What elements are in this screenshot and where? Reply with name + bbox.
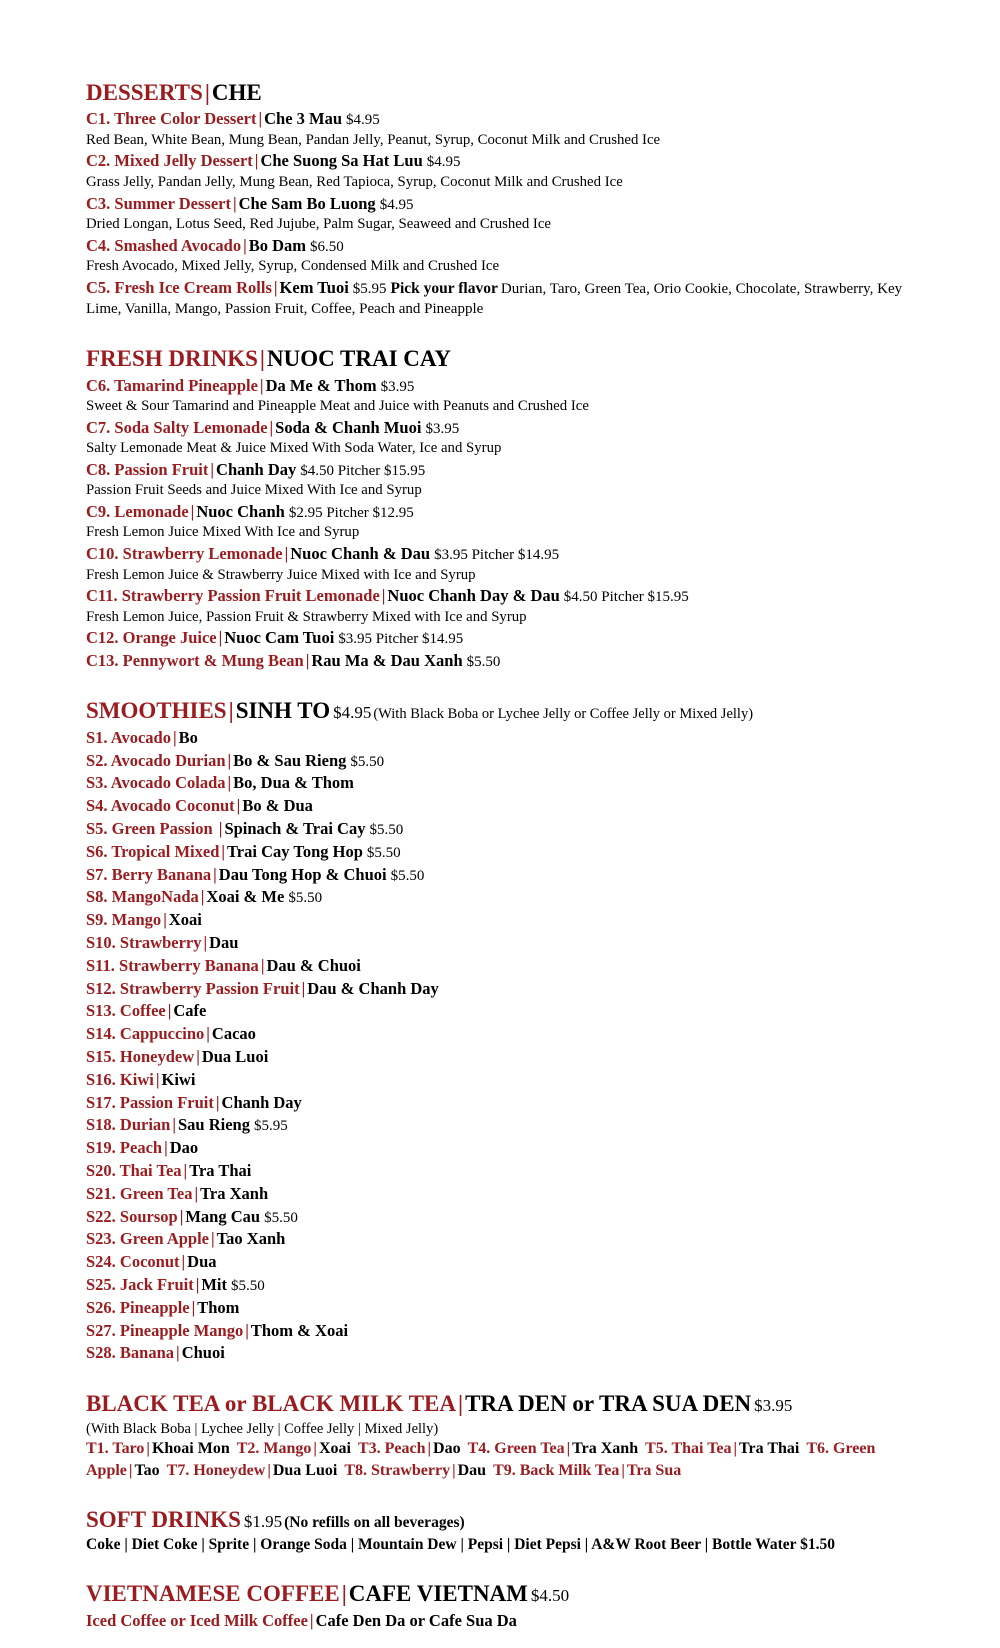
tea-item-name-english[interactable]: T8. Strawberry	[344, 1461, 451, 1479]
item-separator: |	[211, 1229, 215, 1249]
section-heading-black-tea	[86, 1391, 914, 1417]
menu-item[interactable]	[86, 1137, 914, 1160]
item-name-english: S1. Avocado	[86, 727, 171, 747]
item-separator: |	[227, 750, 232, 770]
item-separator: |	[284, 543, 289, 563]
menu-item[interactable]	[86, 1342, 914, 1365]
section-heading-vietnamese-coffee	[86, 1581, 914, 1607]
item-name-vietnamese: Dau Tong Hop & Chuoi	[218, 864, 387, 884]
item-separator: |	[221, 841, 226, 861]
item-description: Passion Fruit Seeds and Juice Mixed With Ice and Syrup	[86, 482, 422, 499]
tea-item-separator: |	[566, 1440, 571, 1458]
item-price: $5.50	[369, 822, 404, 838]
menu-item[interactable]	[86, 978, 914, 1001]
item-separator: |	[172, 727, 177, 747]
item-separator: |	[155, 1069, 160, 1089]
item-name-vietnamese: Dao	[169, 1138, 199, 1158]
item-name-vietnamese: Soda & Chanh Muoi	[275, 417, 422, 437]
section-heading-separator: |	[228, 698, 234, 724]
item-name-vietnamese: Dau	[209, 932, 239, 952]
smoothie-list	[86, 727, 914, 1365]
section-heading-separator: |	[259, 346, 265, 372]
section-fresh-drinks	[86, 346, 914, 672]
section-heading-separator: |	[341, 1581, 347, 1607]
item-name-vietnamese: Tao Xanh	[216, 1229, 286, 1249]
item-description: Fresh Avocado, Mixed Jelly, Syrup, Condensed Milk and Crushed Ice	[86, 258, 500, 275]
item-price: $5.50	[350, 753, 385, 770]
tea-item-name-vietnamese: Tra Sua	[626, 1461, 682, 1479]
item-price: $6.50	[310, 238, 344, 255]
menu-item[interactable]	[86, 1251, 914, 1274]
item-name-vietnamese: Thom	[197, 1297, 240, 1317]
section-heading-english: FRESH DRINKS	[86, 346, 258, 372]
section-spacer	[86, 1365, 914, 1391]
menu-item[interactable]	[86, 727, 914, 750]
item-name-english: S25. Jack Fruit	[86, 1274, 194, 1294]
item-separator: |	[236, 796, 241, 816]
section-spacer	[86, 672, 914, 698]
item-separator: |	[305, 650, 310, 670]
item-price: $4.50 Pitcher $15.95	[300, 462, 426, 479]
item-price: $3.95 Pitcher $14.95	[338, 630, 464, 647]
item-name-vietnamese: Sau Rieng	[178, 1115, 250, 1135]
menu-item[interactable]	[86, 772, 914, 795]
tea-item-separator: |	[621, 1461, 625, 1479]
menu-item[interactable]	[86, 1610, 914, 1633]
section-spacer	[86, 1555, 914, 1581]
item-separator: |	[167, 1001, 172, 1021]
item-description: Fresh Lemon Juice & Strawberry Juice Mixed with Ice and Syrup	[86, 566, 476, 583]
section-heading-separator: |	[458, 1391, 464, 1417]
menu-item[interactable]	[86, 1023, 914, 1046]
item-name-english: C3. Summer Dessert	[86, 193, 231, 213]
item-price: $5.50	[288, 890, 323, 907]
item-name-english: S9. Mango	[86, 910, 162, 930]
item-separator: |	[273, 277, 278, 297]
item-price: $5.50	[466, 653, 501, 670]
item-name-vietnamese: Che Sam Bo Luong	[238, 193, 376, 213]
menu-item[interactable]	[86, 1069, 914, 1092]
item-separator: |	[203, 932, 208, 952]
item-flavor-list: Durian, Taro, Green Tea, Orio Cookie, Chocolate, Strawberry, Key Lime, Vanilla, Mango, Passion Fruit, Coffee, Peach and Pineapple	[86, 280, 903, 318]
section-smoothies	[86, 698, 914, 1365]
menu-item[interactable]	[86, 1046, 914, 1069]
item-name-vietnamese: Cafe Den Da or Cafe Sua Da	[315, 1610, 517, 1630]
item-separator: |	[176, 1343, 180, 1363]
item-name-english: C13. Pennywort & Mung Bean	[86, 650, 304, 670]
tea-item-name-vietnamese: Tra Thai	[739, 1440, 800, 1458]
item-name-english: S28. Banana	[86, 1343, 175, 1363]
item-name-vietnamese: Nuoc Chanh & Dau	[290, 543, 431, 563]
item-name-vietnamese: Nuoc Chanh Day & Dau	[387, 585, 560, 605]
section-price: $4.50	[530, 1586, 570, 1606]
item-name-english: S3. Avocado Colada	[86, 773, 226, 793]
menu-item[interactable]	[86, 955, 914, 978]
item-description: Dried Longan, Lotus Seed, Red Jujube, Palm Sugar, Seaweed and Crushed Ice	[86, 216, 551, 233]
item-price: $3.95	[425, 420, 460, 437]
section-heading-english: VIETNAMESE COFFEE	[86, 1581, 340, 1607]
section-heading-separator: |	[204, 80, 210, 105]
item-name-english: C9. Lemonade	[86, 501, 189, 521]
item-name-vietnamese: Bo & Sau Rieng	[233, 750, 347, 770]
item-name-english: C1. Three Color Dessert	[86, 109, 257, 129]
soft-drink-list: Coke | Diet Coke | Sprite | Orange Soda | Mountain Dew | Pepsi | Diet Pepsi | A&W Root Beer | Bottle Water $1.50	[86, 1536, 836, 1554]
item-name-english: S6. Tropical Mixed	[86, 841, 220, 861]
section-soft-drinks	[86, 1507, 914, 1556]
menu-item[interactable]	[86, 277, 914, 321]
item-name-english: S20. Thai Tea	[86, 1160, 182, 1180]
item-separator: |	[179, 1206, 184, 1226]
item-separator: |	[196, 1046, 200, 1066]
item-name-english: S2. Avocado Durian	[86, 750, 226, 770]
item-name-english: S21. Green Tea	[86, 1183, 193, 1203]
menu-item[interactable]	[86, 1297, 914, 1320]
item-name-vietnamese: Dua	[187, 1252, 217, 1272]
item-name-english: C10. Strawberry Lemonade	[86, 543, 283, 563]
item-name-english: S7. Berry Banana	[86, 864, 212, 884]
item-separator: |	[215, 1092, 220, 1112]
menu-item[interactable]	[86, 375, 914, 398]
item-separator: |	[183, 1160, 188, 1180]
item-name-english: S27. Pineapple Mango	[86, 1320, 244, 1340]
item-separator: |	[243, 235, 247, 255]
item-name-english: Iced Coffee or Iced Milk Coffee	[86, 1610, 308, 1630]
item-name-english: S4. Avocado Coconut	[86, 796, 235, 816]
tea-item-name-vietnamese: Tao	[134, 1461, 160, 1479]
item-separator: |	[218, 819, 223, 838]
item-name-vietnamese: Trai Cay Tong Hop	[227, 841, 363, 861]
menu-item[interactable]	[86, 650, 914, 673]
menu-item[interactable]	[86, 1320, 914, 1343]
tea-item-separator: |	[733, 1440, 738, 1458]
item-name-vietnamese: Nuoc Chanh	[196, 501, 285, 521]
section-heading-vietnamese: TRA DEN or TRA SUA DEN	[465, 1391, 752, 1417]
item-price: $5.50	[231, 1277, 265, 1294]
item-name-english: S10. Strawberry	[86, 932, 202, 952]
menu-item[interactable]	[86, 750, 914, 773]
item-name-vietnamese: Da Me & Thom	[265, 375, 377, 395]
section-heading-vietnamese: SINH TO	[235, 698, 331, 724]
item-name-vietnamese: Chanh Day	[216, 459, 297, 479]
tea-item-name-vietnamese: Dao	[433, 1440, 461, 1458]
item-price: $4.95	[379, 196, 414, 213]
item-separator: |	[258, 109, 263, 129]
section-note: (No refills on all beverages)	[284, 1513, 465, 1531]
item-name-english: C11. Strawberry Passion Fruit Lemonade	[86, 585, 380, 605]
section-heading-english: SMOOTHIES	[86, 698, 227, 724]
item-name-vietnamese: Chanh Day	[221, 1092, 302, 1112]
item-description: Grass Jelly, Pandan Jelly, Mung Bean, Red Tapioca, Syrup, Coconut Milk and Crushed Ice	[86, 174, 623, 191]
menu-item[interactable]	[86, 1183, 914, 1206]
item-separator: |	[195, 1274, 200, 1294]
item-name-vietnamese: Nuoc Cam Tuoi	[224, 627, 335, 647]
section-spacer	[86, 1481, 914, 1507]
section-heading-vietnamese: CAFE VIETNAM	[348, 1581, 528, 1607]
item-separator: |	[164, 1138, 168, 1158]
section-desserts	[86, 80, 914, 320]
item-price: $4.50 Pitcher $15.95	[563, 588, 689, 605]
item-name-vietnamese: Tra Thai	[189, 1160, 252, 1180]
item-name-vietnamese: Bo & Dua	[242, 796, 313, 816]
item-description: Red Bean, White Bean, Mung Bean, Pandan Jelly, Peanut, Syrup, Coconut Milk and Crushed Ice	[86, 132, 661, 149]
item-separator: |	[213, 864, 217, 884]
item-price: $3.95 Pitcher $14.95	[434, 546, 560, 563]
item-name-english: S14. Cappuccino	[86, 1024, 205, 1044]
item-name-vietnamese: Mang Cau	[185, 1206, 261, 1226]
item-name-vietnamese: Rau Ma & Dau Xanh	[311, 650, 463, 670]
item-price: $2.95 Pitcher $12.95	[288, 504, 414, 521]
item-separator: |	[269, 417, 274, 437]
item-price: $4.95	[346, 112, 380, 129]
item-name-vietnamese: Mit	[201, 1274, 228, 1294]
item-separator: |	[218, 627, 223, 647]
menu-item[interactable]	[86, 1160, 914, 1183]
item-separator: |	[309, 1610, 314, 1630]
menu-item[interactable]	[86, 585, 914, 608]
item-name-vietnamese: Che 3 Mau	[264, 109, 343, 129]
tea-item-separator: |	[146, 1440, 150, 1458]
section-price: $4.95	[333, 703, 372, 723]
menu-item[interactable]	[86, 108, 914, 131]
item-name-english: S8. MangoNada	[86, 887, 199, 907]
item-name-english: S18. Durian	[86, 1115, 171, 1135]
item-name-vietnamese: Xoai & Me	[206, 887, 285, 907]
tea-item-name-english[interactable]: T5. Thai Tea	[645, 1440, 732, 1458]
tea-item-name-vietnamese: Dua Luoi	[272, 1461, 338, 1479]
tea-item-separator: |	[427, 1440, 432, 1458]
item-price: $5.95	[352, 280, 387, 297]
item-separator: |	[232, 193, 237, 213]
item-name-english: C4. Smashed Avocado	[86, 235, 242, 255]
item-name-vietnamese: Bo	[178, 727, 198, 747]
item-name-english: C6. Tamarind Pineapple	[86, 375, 258, 395]
item-name-english: S26. Pineapple	[86, 1297, 190, 1317]
item-name-english: S24. Coconut	[86, 1252, 180, 1272]
item-name-english: C12. Orange Juice	[86, 627, 217, 647]
item-separator: |	[172, 1115, 176, 1135]
item-separator: |	[206, 1024, 210, 1044]
section-heading-english: SOFT DRINKS	[86, 1506, 241, 1532]
item-separator: |	[200, 887, 205, 907]
item-name-english: C2. Mixed Jelly Dessert	[86, 151, 253, 171]
item-name-vietnamese: Dau & Chanh Day	[307, 978, 439, 998]
item-price: $5.50	[366, 844, 401, 861]
item-name-english: S13. Coffee	[86, 1001, 166, 1021]
menu-item[interactable]	[86, 886, 914, 909]
menu-item[interactable]	[86, 543, 914, 566]
item-name-vietnamese: Xoai	[168, 910, 202, 930]
item-name-vietnamese: Dua Luoi	[201, 1046, 269, 1066]
tea-item-name-english[interactable]: T6. Green Apple	[86, 1440, 876, 1479]
item-description: Salty Lemonade Meat & Juice Mixed With Soda Water, Ice and Syrup	[86, 440, 502, 457]
item-name-english: S12. Strawberry Passion Fruit	[86, 978, 300, 998]
item-flavor-label: Pick your flavor	[390, 279, 498, 297]
menu-item[interactable]	[86, 1092, 914, 1115]
tea-item-name-english[interactable]: T9. Back Milk Tea	[493, 1461, 620, 1479]
section-heading-vietnamese: CHE	[211, 80, 262, 105]
item-name-vietnamese: Chuoi	[181, 1343, 225, 1363]
item-name-vietnamese: Bo Dam	[248, 235, 307, 255]
item-separator: |	[245, 1320, 249, 1340]
item-name-vietnamese: Spinach & Trai Cay	[224, 819, 366, 838]
tea-item-separator: |	[313, 1440, 317, 1458]
tea-item-separator: |	[267, 1461, 271, 1479]
item-price: $3.95	[380, 378, 415, 395]
item-separator: |	[210, 459, 215, 479]
menu-item[interactable]	[86, 1206, 914, 1229]
section-heading-vietnamese: NUOC TRAI CAY	[266, 346, 452, 372]
tea-item-separator: |	[452, 1461, 456, 1479]
menu-item[interactable]	[86, 150, 914, 173]
menu-item[interactable]	[86, 818, 914, 841]
menu-item[interactable]	[86, 235, 914, 258]
menu-item[interactable]	[86, 909, 914, 932]
item-separator: |	[190, 501, 195, 521]
item-name-english: S16. Kiwi	[86, 1069, 154, 1089]
section-price: $1.95	[243, 1511, 283, 1531]
item-description: Fresh Lemon Juice Mixed With Ice and Syrup	[86, 524, 360, 541]
section-heading-desserts	[86, 80, 914, 106]
menu-item[interactable]	[86, 1114, 914, 1137]
section-vietnamese-coffee	[86, 1581, 914, 1632]
menu-item[interactable]	[86, 627, 914, 650]
menu-item[interactable]	[86, 501, 914, 524]
item-name-vietnamese: Che Suong Sa Hat Luu	[260, 151, 423, 171]
item-separator: |	[301, 978, 306, 998]
item-separator: |	[163, 910, 167, 930]
item-separator: |	[181, 1252, 186, 1272]
section-heading-english: DESSERTS	[86, 80, 203, 105]
item-separator: |	[254, 151, 259, 171]
menu-item[interactable]	[86, 1274, 914, 1297]
section-price: $3.95	[754, 1396, 793, 1416]
section-heading-soft-drinks	[86, 1507, 914, 1533]
tea-item-separator: |	[128, 1461, 133, 1479]
item-description: Sweet & Sour Tamarind and Pineapple Meat and Juice with Peanuts and Crushed Ice	[86, 398, 589, 415]
menu-item[interactable]	[86, 459, 914, 482]
item-price: $5.50	[264, 1209, 298, 1226]
menu-item[interactable]	[86, 193, 914, 216]
menu-item[interactable]	[86, 417, 914, 440]
item-name-english: C5. Fresh Ice Cream Rolls	[86, 277, 272, 297]
tea-item-name-vietnamese: Xoai	[318, 1440, 351, 1458]
item-name-english: S11. Strawberry Banana	[86, 955, 259, 975]
section-black-tea	[86, 1391, 914, 1481]
item-description: Fresh Lemon Juice, Passion Fruit & Strawberry Mixed with Ice and Syrup	[86, 608, 527, 625]
tea-item-run	[86, 1438, 914, 1480]
tea-item-name-vietnamese: Dau	[457, 1461, 487, 1479]
item-separator: |	[227, 773, 232, 793]
menu-item[interactable]	[86, 932, 914, 955]
item-separator: |	[260, 955, 265, 975]
menu-item[interactable]	[86, 1000, 914, 1023]
tea-item-name-vietnamese: Tra Xanh	[572, 1440, 639, 1458]
item-name-vietnamese: Kiwi	[161, 1069, 196, 1089]
section-spacer	[86, 320, 914, 346]
item-name-vietnamese: Dau & Chuoi	[266, 955, 361, 975]
item-name-vietnamese: Kem Tuoi	[279, 277, 349, 297]
menu-item[interactable]	[86, 864, 914, 887]
item-name-vietnamese: Bo, Dua & Thom	[233, 773, 354, 793]
item-name-vietnamese: Cafe	[173, 1001, 207, 1021]
item-price: $5.50	[390, 867, 425, 884]
menu-item[interactable]	[86, 841, 914, 864]
item-name-english: S17. Passion Fruit	[86, 1092, 214, 1112]
item-name-vietnamese: Cacao	[211, 1024, 256, 1044]
tea-item-name-english[interactable]: T1. Taro	[86, 1440, 145, 1458]
tea-item-name-english[interactable]: T3. Peach	[357, 1440, 426, 1458]
item-name-english: C7. Soda Salty Lemonade	[86, 417, 268, 437]
menu-item[interactable]	[86, 795, 914, 818]
item-name-english: S22. Soursop	[86, 1206, 178, 1226]
section-note: (With Black Boba or Lychee Jelly or Coffee Jelly or Mixed Jelly)	[373, 706, 754, 723]
section-heading-smoothies	[86, 698, 914, 724]
tea-item-name-english[interactable]: T7. Honeydew	[166, 1461, 266, 1479]
item-separator: |	[194, 1183, 199, 1203]
item-separator: |	[259, 375, 264, 395]
item-name-vietnamese: Thom & Xoai	[250, 1320, 349, 1340]
item-name-english: C8. Passion Fruit	[86, 459, 209, 479]
item-name-english: S15. Honeydew	[86, 1046, 195, 1066]
section-subnote: (With Black Boba | Lychee Jelly | Coffee Jelly | Mixed Jelly)	[86, 1420, 439, 1437]
section-heading-english: BLACK TEA or BLACK MILK TEA	[86, 1391, 456, 1417]
item-separator: |	[191, 1297, 196, 1317]
tea-item-name-vietnamese: Khoai Mon	[151, 1440, 230, 1458]
item-name-english: S23. Green Apple	[86, 1229, 210, 1249]
item-price: $4.95	[426, 154, 461, 171]
menu-item[interactable]	[86, 1228, 914, 1251]
tea-item-name-english[interactable]: T2. Mango	[236, 1440, 312, 1458]
item-price: $5.95	[253, 1118, 288, 1135]
item-name-vietnamese: Tra Xanh	[200, 1183, 269, 1203]
item-name-english: S5. Green Passion	[86, 819, 217, 838]
tea-item-name-english[interactable]: T4. Green Tea	[467, 1440, 565, 1458]
item-name-english: S19. Peach	[86, 1138, 163, 1158]
section-heading-fresh-drinks	[86, 346, 914, 372]
item-separator: |	[381, 585, 386, 605]
